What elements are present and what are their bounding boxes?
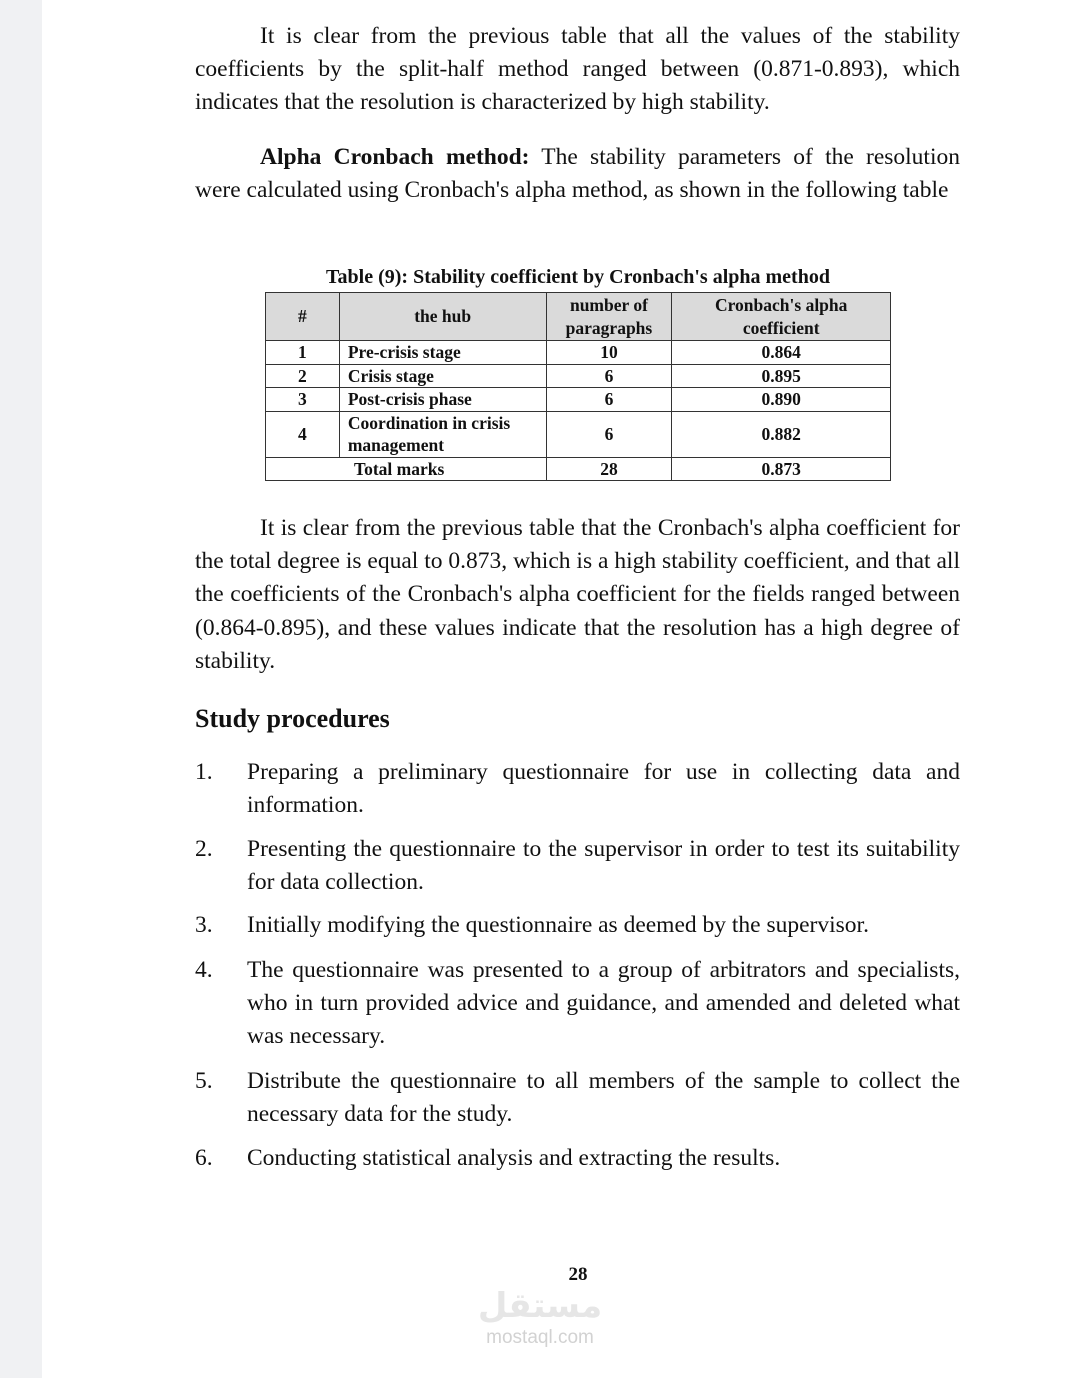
row-paragraphs: 10 xyxy=(546,341,672,365)
cronbach-alpha-table xyxy=(265,292,891,481)
page-number: 28 xyxy=(568,1264,588,1285)
table-total-row xyxy=(266,457,891,481)
row-paragraphs: 6 xyxy=(546,364,672,388)
total-label: Total marks xyxy=(266,457,547,481)
row-coefficient: 0.864 xyxy=(672,341,891,365)
row-hub: Coordination in crisis management xyxy=(339,411,546,457)
row-index: 4 xyxy=(266,411,340,457)
total-paragraphs: 28 xyxy=(546,457,672,481)
row-coefficient: 0.890 xyxy=(672,388,891,412)
watermark-url: mostaql.com xyxy=(486,1327,594,1348)
study-procedures-heading: Study procedures xyxy=(195,704,390,733)
header-hub: the hub xyxy=(339,293,546,341)
header-index: # xyxy=(266,293,340,341)
header-paragraphs: number of paragraphs xyxy=(546,293,672,341)
list-item-number: 5. xyxy=(195,1068,213,1094)
alpha-intro-text: The stability parameters of the resolution were calculated using Cronbach's alpha method, as shown in the following table xyxy=(195,144,960,204)
list-item xyxy=(195,954,960,1054)
list-item-text: Presenting the questionnaire to the supervisor in order to test its suitability for data collection. xyxy=(247,836,960,896)
table-row xyxy=(266,364,891,388)
row-hub: Crisis stage xyxy=(339,364,546,388)
table-caption: Table (9): Stability coefficient by Cronbach's alpha method xyxy=(326,266,830,288)
row-index: 2 xyxy=(266,364,340,388)
header-coefficient: Cronbach's alpha coefficient xyxy=(672,293,891,341)
list-item-text: Initially modifying the questionnaire as deemed by the supervisor. xyxy=(247,912,869,938)
alpha-intro-bold-label: Alpha Cronbach method: xyxy=(260,144,530,170)
list-item-text: Conducting statistical analysis and extracting the results. xyxy=(247,1145,781,1171)
table-header-row xyxy=(266,293,891,341)
row-index: 3 xyxy=(266,388,340,412)
row-index: 1 xyxy=(266,341,340,365)
list-item xyxy=(195,909,960,942)
row-coefficient: 0.882 xyxy=(672,411,891,457)
split-half-conclusion-paragraph xyxy=(195,20,960,120)
row-hub: Post-crisis phase xyxy=(339,388,546,412)
list-item-number: 3. xyxy=(195,912,213,938)
total-coefficient: 0.873 xyxy=(672,457,891,481)
list-item xyxy=(195,1065,960,1131)
table-row xyxy=(266,388,891,412)
list-item-text: The questionnaire was presented to a group of arbitrators and specialists, who in turn provided advice and guidance, and amended and deleted what was necessary. xyxy=(247,957,960,1050)
list-item-number: 6. xyxy=(195,1145,213,1171)
row-coefficient: 0.895 xyxy=(672,364,891,388)
row-paragraphs: 6 xyxy=(546,411,672,457)
list-item xyxy=(195,833,960,899)
row-hub: Pre-crisis stage xyxy=(339,341,546,365)
alpha-intro-paragraph xyxy=(195,141,960,207)
alpha-conclusion-text: It is clear from the previous table that the Cronbach's alpha coefficient for the total degree is equal to 0.873, which is a high stability coefficient, and that all the coefficients of the Cronbach's alpha coefficient for the fields ranged between (0.864-0.895), and these values indicate that the resolution has a high degree of stability. xyxy=(195,515,960,674)
split-half-conclusion-text: It is clear from the previous table that all the values of the stability coefficients by the split-half method ranged between (0.871-0.893), which indicates that the resolution is characterized by high stability. xyxy=(195,23,960,116)
list-item xyxy=(195,1142,960,1175)
list-item-number: 1. xyxy=(195,759,213,785)
alpha-conclusion-paragraph xyxy=(195,512,960,678)
list-item-number: 4. xyxy=(195,957,213,983)
watermark-logo-arabic: مستقل xyxy=(477,1286,603,1326)
table-row xyxy=(266,341,891,365)
list-item-text: Preparing a preliminary questionnaire for use in collecting data and information. xyxy=(247,759,960,819)
row-paragraphs: 6 xyxy=(546,388,672,412)
viewer-side-strip xyxy=(0,0,42,1378)
table-row xyxy=(266,411,891,457)
list-item xyxy=(195,756,960,822)
list-item-text: Distribute the questionnaire to all members of the sample to collect the necessary data for the study. xyxy=(247,1068,960,1128)
list-item-number: 2. xyxy=(195,836,213,862)
